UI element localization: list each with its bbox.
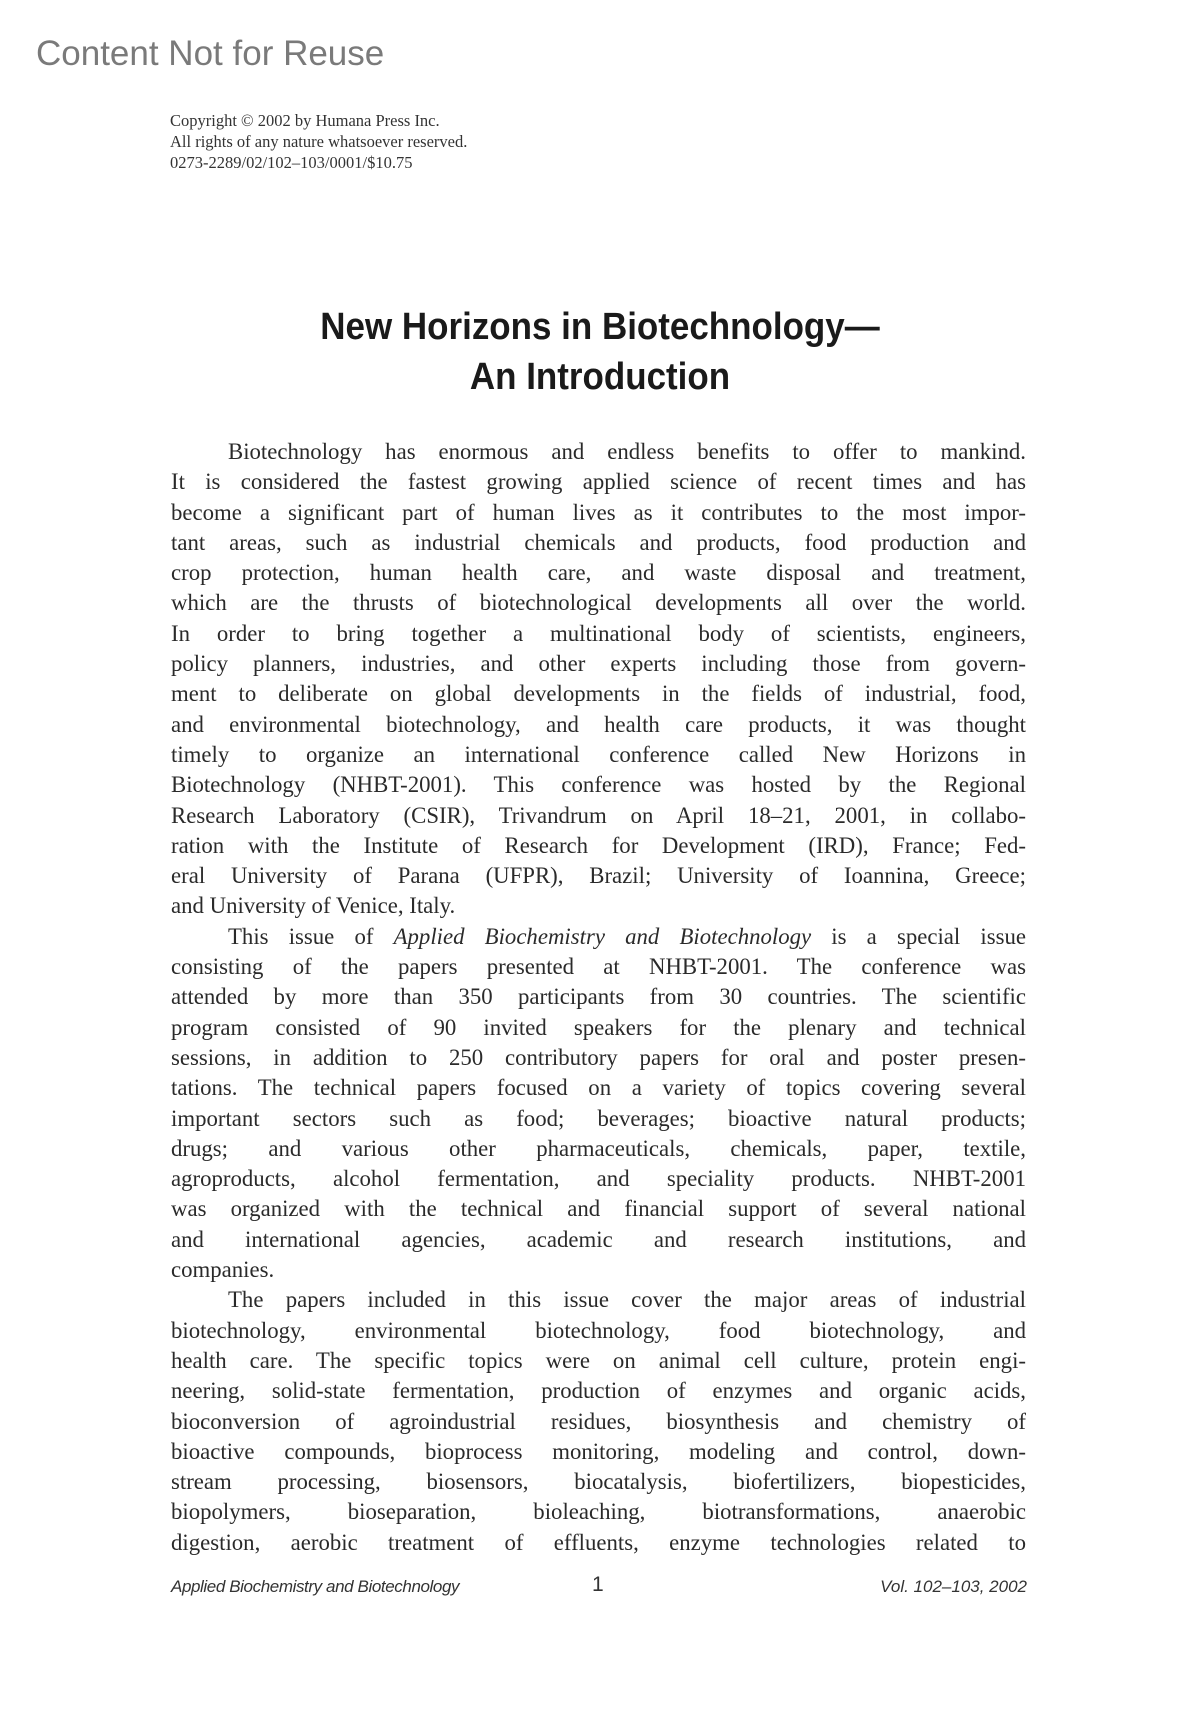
paragraph-special-issue xyxy=(171,922,1026,1286)
paragraph-line: program consisted of 90 invited speakers for the plenary and technical xyxy=(171,1014,1026,1040)
paragraph-line: ration with the Institute of Research for Development (IRD), France; Fed- xyxy=(171,832,1026,858)
paragraph-line: agroproducts, alcohol fermentation, and speciality products. NHBT-2001 xyxy=(171,1166,1026,1192)
paragraph-line: drugs; and various other pharmaceuticals, chemicals, paper, textile, xyxy=(171,1135,1026,1161)
paragraph-line: In order to bring together a multinational body of scientists, engineers, xyxy=(171,620,1026,646)
paragraph-line: Biotechnology (NHBT-2001). This conference was hosted by the Regional xyxy=(171,772,1026,798)
paragraph-line: and environmental biotechnology, and health care products, it was thought xyxy=(171,711,1026,737)
issn-line: 0273-2289/02/102–103/0001/$10.75 xyxy=(170,153,413,172)
paragraph-line: bioactive compounds, bioprocess monitoring, modeling and control, down- xyxy=(171,1438,1026,1464)
paragraph-line: ment to deliberate on global developments in the fields of industrial, food, xyxy=(171,681,1026,707)
journal-name-italic: Applied Biochemistry and Biotechnology xyxy=(393,923,812,949)
paragraph-line: important sectors such as food; beverages; bioactive natural products; xyxy=(171,1105,1026,1131)
paragraph-line: tations. The technical papers focused on a variety of topics covering several xyxy=(171,1075,1026,1101)
copyright-block xyxy=(170,110,467,173)
paragraph-line: neering, solid-state fermentation, production of enzymes and organic acids, xyxy=(171,1378,1026,1404)
paragraph-line: It is considered the fastest growing applied science of recent times and has xyxy=(171,469,1026,495)
paragraph-line: sessions, in addition to 250 contributory papers for oral and poster presen- xyxy=(171,1044,1026,1070)
paragraph-line: was organized with the technical and financial support of several national xyxy=(171,1196,1026,1222)
paragraph-line: bioconversion of agroindustrial residues, biosynthesis and chemistry of xyxy=(171,1408,1026,1434)
paragraph-line: This issue of Applied Biochemistry and Biotechnology is a special issue xyxy=(228,923,1026,949)
paragraph-line: companies. xyxy=(171,1257,275,1283)
rights-line: All rights of any nature whatsoever reserved. xyxy=(170,132,468,151)
title-line-1: New Horizons in Biotechnology— xyxy=(320,306,880,348)
footer-journal-name: Applied Biochemistry and Biotechnology xyxy=(171,1577,460,1596)
paragraph-line: The papers included in this issue cover the major areas of industrial xyxy=(228,1287,1026,1313)
paragraph-line: digestion, aerobic treatment of effluents, enzyme technologies related to xyxy=(171,1529,1026,1555)
paragraph-line: and University of Venice, Italy. xyxy=(171,893,456,919)
article-body xyxy=(171,437,1026,1558)
paragraph-line: Biotechnology has enormous and endless benefits to offer to mankind. xyxy=(228,439,1026,464)
paragraph-line: timely to organize an international conference called New Horizons in xyxy=(171,741,1026,767)
paragraph-line: which are the thrusts of biotechnological developments all over the world. xyxy=(171,590,1026,616)
paragraph-line: Research Laboratory (CSIR), Trivandrum on April 18–21, 2001, in collabo- xyxy=(171,802,1026,828)
paragraph-topics xyxy=(171,1285,1026,1558)
paragraph-line: and international agencies, academic and research institutions, and xyxy=(171,1226,1026,1252)
footer-volume: Vol. 102–103, 2002 xyxy=(880,1577,1027,1596)
paragraph-line: biopolymers, bioseparation, bioleaching, biotransformations, anaerobic xyxy=(171,1499,1026,1525)
paragraph-line: stream processing, biosensors, biocatalysis, biofertilizers, biopesticides, xyxy=(171,1469,1026,1495)
paragraph-line: policy planners, industries, and other experts including those from govern- xyxy=(171,651,1026,677)
paragraph-line: tant areas, such as industrial chemicals and products, food production and xyxy=(171,529,1026,555)
title-line-2: An Introduction xyxy=(469,356,731,398)
paragraph-line: health care. The specific topics were on animal cell culture, protein engi- xyxy=(171,1347,1026,1373)
copyright-line: Copyright © 2002 by Humana Press Inc. xyxy=(170,111,440,130)
paragraph-line: consisting of the papers presented at NHBT-2001. The conference was xyxy=(171,954,1026,980)
paragraph-line: attended by more than 350 participants from 30 countries. The scientific xyxy=(171,984,1026,1010)
paragraph-line: crop protection, human health care, and waste disposal and treatment, xyxy=(171,560,1026,586)
paragraph-intro xyxy=(171,437,1026,922)
watermark: Content Not for Reuse xyxy=(36,34,385,73)
paragraph-line: biotechnology, environmental biotechnology, food biotechnology, and xyxy=(171,1317,1026,1343)
paragraph-line: become a significant part of human lives as it contributes to the most impor- xyxy=(171,499,1026,525)
paragraph-line: eral University of Parana (UFPR), Brazil; University of Ioannina, Greece; xyxy=(171,863,1026,889)
article-title xyxy=(48,302,1152,402)
page-number: 1 xyxy=(592,1573,604,1596)
